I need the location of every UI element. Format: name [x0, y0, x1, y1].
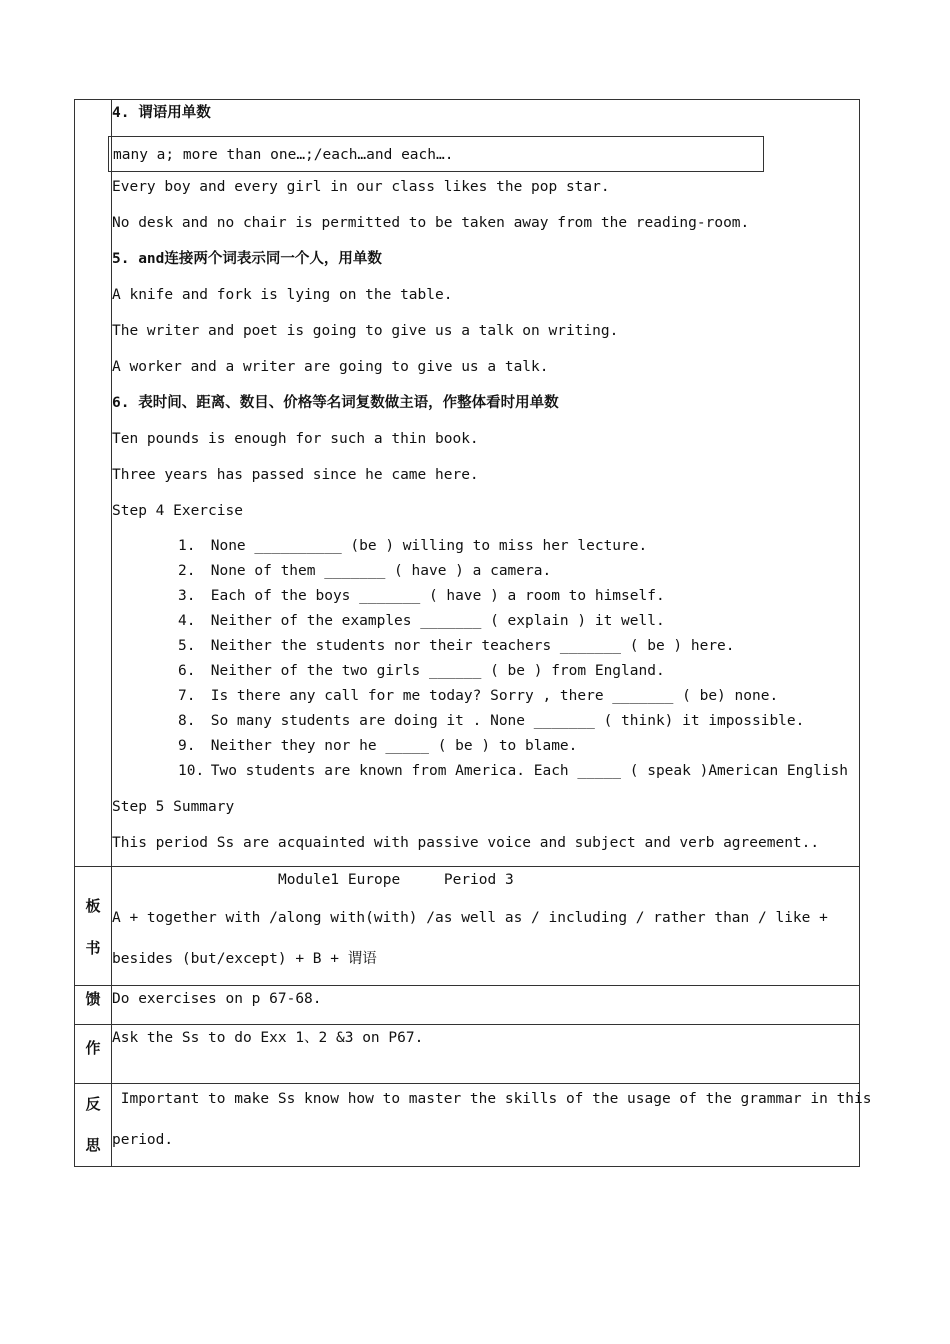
feedback-content-cell — [112, 986, 860, 1025]
board-line-2: besides (but/except) + B + 谓语 — [112, 951, 377, 967]
feedback-text: Do exercises on p 67-68. — [112, 991, 322, 1007]
main-content-cell — [112, 100, 860, 867]
exercise-item: 9. Neither they nor he _____ ( be ) to blame. — [178, 738, 578, 754]
reflection-label-2: 思 — [85, 1136, 101, 1154]
rule4-title: 4. 谓语用单数 — [112, 105, 211, 121]
board-line-1: A + together with /along with(with) /as well as / including / rather than / like + — [112, 910, 828, 926]
lesson-plan-table — [74, 99, 872, 1167]
board-title: Module1 Europe Period 3 — [278, 872, 514, 888]
homework-row — [75, 1025, 860, 1084]
rule5-title: 5. and连接两个词表示同一个人，用单数 — [112, 251, 382, 267]
board-content-cell — [112, 867, 860, 986]
homework-content-cell — [112, 1025, 860, 1084]
board-label-1: 板 — [85, 897, 101, 915]
reflection-label-1: 反 — [85, 1095, 101, 1113]
board-label-cell — [75, 867, 112, 986]
exercise-item: 3. Each of the boys _______ ( have ) a room to himself. — [178, 588, 665, 604]
homework-label: 作 — [85, 1039, 101, 1057]
rule5-example-2: The writer and poet is going to give us a talk on writing. — [112, 323, 619, 339]
exercise-item: 4. Neither of the examples _______ ( explain ) it well. — [178, 613, 665, 629]
reflection-row — [75, 1084, 860, 1167]
rule6-example-1: Ten pounds is enough for such a thin book. — [112, 431, 479, 447]
rule5-example-1: A knife and fork is lying on the table. — [112, 287, 453, 303]
feedback-label: 馈 — [85, 990, 101, 1008]
main-label-cell — [75, 100, 112, 867]
board-row — [75, 867, 860, 986]
exercise-item: 1. None __________ (be ) willing to miss her lecture. — [178, 538, 648, 554]
rule5-example-3: A worker and a writer are going to give us a talk. — [112, 359, 549, 375]
rule4-example-1: Every boy and every girl in our class likes the pop star. — [112, 179, 610, 195]
rule6-example-2: Three years has passed since he came here. — [112, 467, 479, 483]
board-label-2: 书 — [85, 939, 101, 957]
homework-label-cell — [75, 1025, 112, 1084]
reflection-label-cell — [75, 1084, 112, 1167]
rule4-box: many a; more than one…;/each…and each…. — [108, 136, 764, 172]
step5-title: Step 5 Summary — [112, 799, 235, 815]
rule6-title: 6. 表时间、距离、数目、价格等名词复数做主语，作整体看时用单数 — [112, 395, 559, 411]
exercise-item: 8. So many students are doing it . None _______ ( think) it impossible. — [178, 713, 805, 729]
exercise-item: 6. Neither of the two girls ______ ( be ) from England. — [178, 663, 665, 679]
homework-text: Ask the Ss to do Exx 1、2 &3 on P67. — [112, 1030, 424, 1046]
step4-title: Step 4 Exercise — [112, 503, 243, 519]
exercise-item: 7. Is there any call for me today? Sorry , there _______ ( be) none. — [178, 688, 779, 704]
feedback-label-cell — [75, 986, 112, 1025]
reflection-content-cell — [112, 1084, 872, 1167]
reflection-line-1: Important to make Ss know how to master the skills of the usage of the grammar in this — [112, 1091, 872, 1107]
rule4-example-2: No desk and no chair is permitted to be taken away from the reading-room. — [112, 215, 750, 231]
main-content-row — [75, 100, 860, 867]
feedback-row — [75, 986, 860, 1025]
step5-text: This period Ss are acquainted with passive voice and subject and verb agreement.. — [112, 835, 820, 851]
exercise-item: 10. Two students are known from America. Each _____ ( speak )American English — [178, 763, 849, 779]
reflection-line-2: period. — [112, 1132, 174, 1148]
exercise-item: 2. None of them _______ ( have ) a camera. — [178, 563, 552, 579]
exercise-item: 5. Neither the students nor their teachers _______ ( be ) here. — [178, 638, 735, 654]
exercise-list — [112, 534, 859, 784]
